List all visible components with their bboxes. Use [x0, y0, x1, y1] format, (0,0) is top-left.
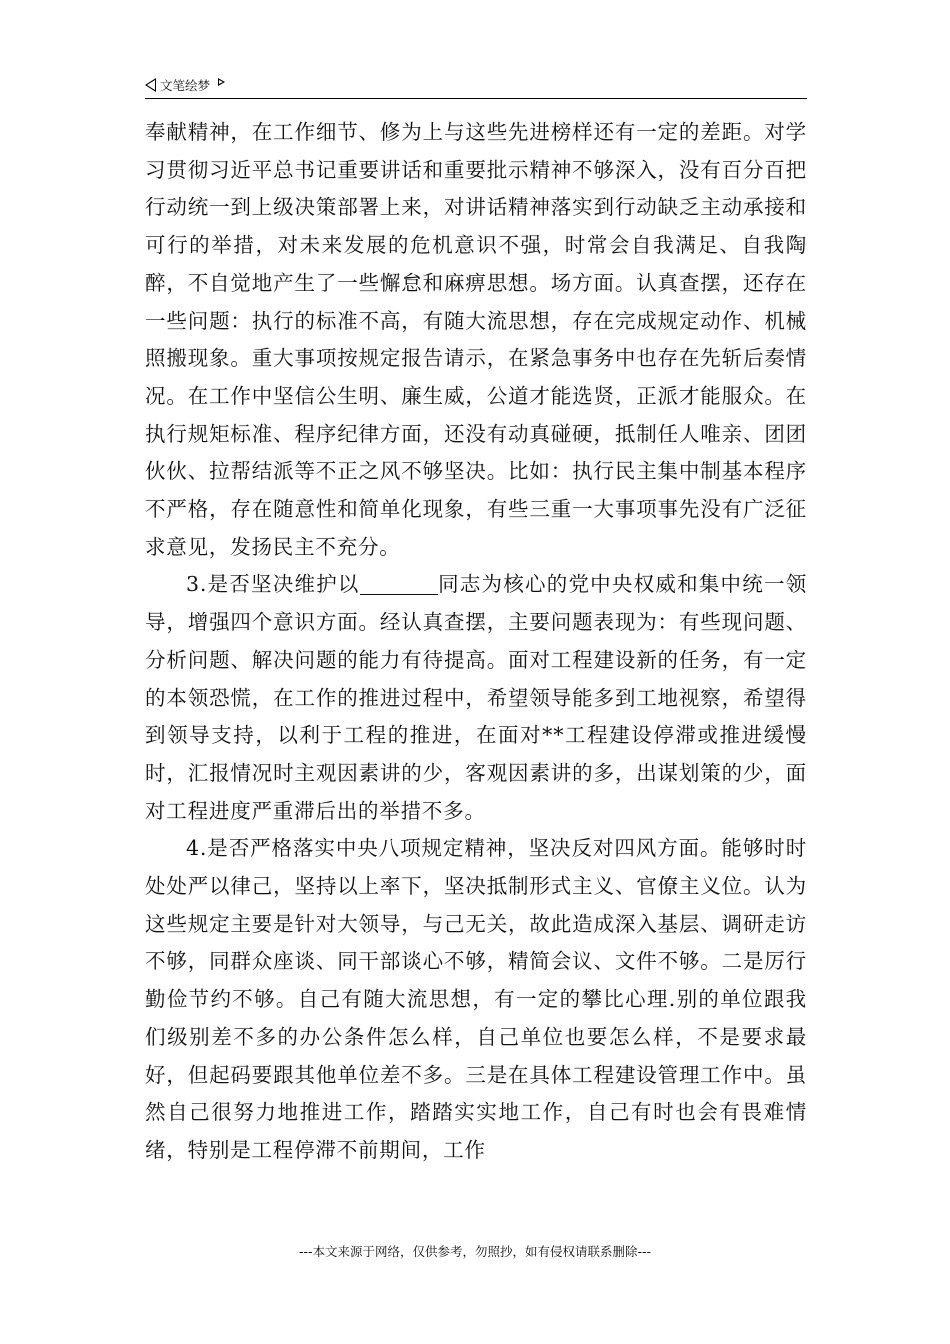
document-body	[145, 114, 807, 1170]
paragraph-1: 奉献精神，在工作细节、修为上与这些先进榜样还有一定的差距。对学习贯彻习近平总书记重要讲话和重要批示精神不够深入，没有百分百把行动统一到上级决策部署上来，对讲话精神落实到行动缺乏主动承接和可行的举措，对未来发展的危机意识不强，时常会自我满足、自我陶醉，不自觉地产生了一些懈怠和麻痹思想。场方面。认真查摆，还存在一些问题：执行的标准不高，有随大流思想，存在完成规定动作、机械照搬现象。重大事项按规定报告请示，在紧急事务中也存在先斩后奏情况。在工作中坚信公生明、廉生威，公道才能选贤，正派才能服众。在执行规矩标准、程序纪律方面，还没有动真碰硬，抵制任人唯亲、团团伙伙、拉帮结派等不正之风不够坚决。比如：执行民主集中制基本程序不严格，存在随意性和简单化现象，有些三重一大事项事先没有广泛征求意见，发扬民主不充分。	[145, 120, 807, 559]
header-title-group	[145, 74, 225, 96]
page-footer: ---本文来源于网络，仅供参考，勿照抄，如有侵权请联系删除---	[298, 1244, 652, 1259]
paragraph-3: 4.是否严格落实中央八项规定精神，坚决反对四风方面。能够时时处处严以律己，坚持以上率下，坚决抵制形式主义、官僚主义位。认为这些规定主要是针对大领导，与己无关，故此造成深入基层、调研走访不够，同群众座谈、同干部谈心不够，精简会议、文件不够。二是厉行勤俭节约不够。自己有随大流思想，有一定的攀比心理.别的单位跟我们级别差不多的办公条件怎么样，自己单位也要怎么样，不是要求最好，但起码要跟其他单位差不多。三是在具体工程建设管理工作中。虽然自己很努力地推进工作，踏踏实实地工作，自己有时也会有畏难情绪，特别是工程停滞不前期间，工作	[145, 836, 807, 1162]
paragraph-2	[145, 566, 807, 830]
paragraph-2-start: 3.是否坚决维护以	[186, 572, 360, 597]
triangle-left-icon	[145, 78, 156, 92]
paragraph-2-rest: 同志为核心的党中央权威和集中统一领导，增强四个意识方面。经认真查摆，主要问题表现为：有些现问题、分析问题、解决问题的能力有待提高。面对工程建设新的任务，有一定的本领恐慌，在工作的推进过程中，希望领导能多到工地视察，希望得到领导支持，以利于工程的推进，在面对**工程建设停滞或推进缓慢时，汇报情况时主观因素讲的少，客观因素讲的多，出谋划策的少，面对工程进度严重滞后出的举措不多。	[145, 572, 807, 823]
fill-in-blank	[360, 574, 438, 595]
page-header	[145, 74, 807, 99]
triangle-right-icon	[218, 78, 225, 86]
header-title: 文笔绘梦	[160, 78, 211, 93]
